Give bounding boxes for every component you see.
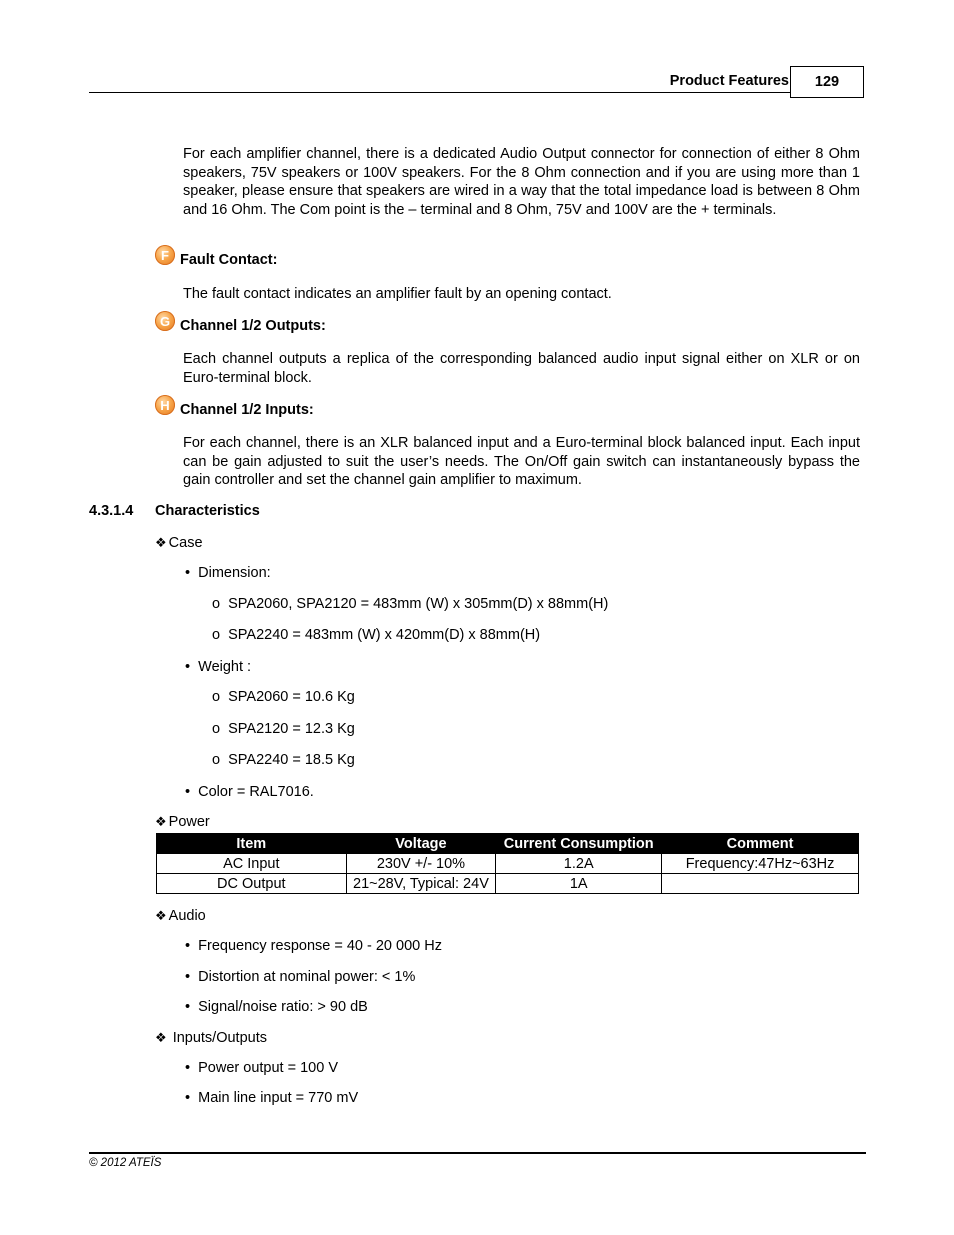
channel-outputs-title: Channel 1/2 Outputs: xyxy=(180,318,326,334)
list-item xyxy=(185,784,314,800)
weight-value: SPA2060 = 10.6 Kg xyxy=(228,689,355,705)
table-cell: DC Output xyxy=(157,874,347,894)
list-item xyxy=(185,938,442,954)
circle-bullet-icon: o xyxy=(212,627,221,643)
dimension-value: SPA2240 = 483mm (W) x 420mm(D) x 88mm(H) xyxy=(228,627,541,643)
io-heading xyxy=(155,1030,267,1046)
section-number: 4.3.1.4 xyxy=(89,503,134,519)
io-spec: Power output = 100 V xyxy=(198,1060,339,1076)
list-item xyxy=(212,627,540,643)
case-heading xyxy=(155,535,203,551)
table-row xyxy=(157,874,859,894)
list-item xyxy=(212,721,355,737)
list-item xyxy=(212,752,355,768)
page-number: 129 xyxy=(814,74,840,90)
audio-heading xyxy=(155,908,206,924)
list-item xyxy=(212,689,355,705)
header-rule xyxy=(89,92,791,93)
column-header: Comment xyxy=(662,834,859,854)
page-number-box xyxy=(790,66,864,98)
power-table xyxy=(156,833,859,894)
letter-badge-f-icon: F xyxy=(155,245,175,265)
table-header-row xyxy=(157,834,859,854)
dimension-value: SPA2060, SPA2120 = 483mm (W) x 305mm(D) x 88mm(H) xyxy=(228,596,609,612)
weight-label: Weight : xyxy=(198,659,252,675)
diamond-star-icon: ❖ xyxy=(155,908,167,923)
fault-contact-text: The fault contact indicates an amplifier fault by an opening contact. xyxy=(183,286,612,302)
audio-spec: Signal/noise ratio: > 90 dB xyxy=(198,999,368,1015)
table-cell: 1A xyxy=(496,874,662,894)
column-header: Item xyxy=(157,834,347,854)
channel-inputs-text: For each channel, there is an XLR balanced input and a Euro-terminal block balanced input. Each input can be gain adjusted to suit the user’s needs. The On/Off gain switch can instantaneously bypass the gain controller and set the channel gain amplifier to maximum. xyxy=(183,435,860,489)
footer-copyright: © 2012 ATEÏS xyxy=(89,1157,162,1169)
bullet-dot-icon: • xyxy=(185,938,191,954)
table-cell xyxy=(662,874,859,894)
list-item xyxy=(185,969,415,985)
io-label: Inputs/Outputs xyxy=(172,1030,267,1046)
letter-badge-h-icon: H xyxy=(155,395,175,415)
diamond-star-icon: ❖ xyxy=(155,814,167,829)
table-cell: AC Input xyxy=(157,854,347,874)
weight-value: SPA2120 = 12.3 Kg xyxy=(228,721,355,737)
bullet-dot-icon: • xyxy=(185,999,191,1015)
table-row xyxy=(157,854,859,874)
audio-spec: Frequency response = 40 - 20 000 Hz xyxy=(198,938,442,954)
weight-value: SPA2240 = 18.5 Kg xyxy=(228,752,355,768)
bullet-dot-icon: • xyxy=(185,1090,191,1106)
dimension-label: Dimension: xyxy=(198,565,271,581)
diamond-star-icon: ❖ xyxy=(155,535,167,550)
list-item xyxy=(185,1090,358,1106)
section-title: Characteristics xyxy=(155,503,260,519)
list-item xyxy=(185,1060,338,1076)
column-header: Voltage xyxy=(346,834,496,854)
table-cell: 230V +/- 10% xyxy=(346,854,496,874)
channel-outputs-heading xyxy=(155,313,326,334)
audio-label: Audio xyxy=(168,908,206,924)
table-cell: Frequency:47Hz~63Hz xyxy=(662,854,859,874)
case-label: Case xyxy=(168,535,203,551)
bullet-dot-icon: • xyxy=(185,565,191,581)
table-cell: 21~28V, Typical: 24V xyxy=(346,874,496,894)
color-value: Color = RAL7016. xyxy=(198,784,314,800)
circle-bullet-icon: o xyxy=(212,596,221,612)
letter-badge-g-icon: G xyxy=(155,311,175,331)
bullet-dot-icon: • xyxy=(185,969,191,985)
list-item xyxy=(185,659,251,675)
bullet-dot-icon: • xyxy=(185,659,191,675)
fault-contact-heading xyxy=(155,247,278,268)
list-item xyxy=(212,596,608,612)
intro-paragraph: For each amplifier channel, there is a dedicated Audio Output connector for connection of either 8 Ohm speakers, 75V speakers or 100V speakers. For the 8 Ohm connection and if you are using more than 1 speaker, please ensure that speakers are wired in a way that the total impedance load is between 8 Ohm and 16 Ohm. The Com point is the – terminal and 8 Ohm, 75V and 100V are the + terminals. xyxy=(183,146,860,219)
column-header: Current Consumption xyxy=(496,834,662,854)
circle-bullet-icon: o xyxy=(212,689,221,705)
power-label: Power xyxy=(168,814,210,830)
bullet-dot-icon: • xyxy=(185,784,191,800)
power-heading xyxy=(155,814,210,830)
footer-rule xyxy=(89,1152,866,1154)
io-spec: Main line input = 770 mV xyxy=(198,1090,359,1106)
list-item xyxy=(185,999,368,1015)
channel-inputs-heading xyxy=(155,397,314,418)
circle-bullet-icon: o xyxy=(212,721,221,737)
table-cell: 1.2A xyxy=(496,854,662,874)
channel-inputs-title: Channel 1/2 Inputs: xyxy=(180,402,314,418)
list-item xyxy=(185,565,271,581)
fault-contact-title: Fault Contact: xyxy=(180,252,278,268)
audio-spec: Distortion at nominal power: < 1% xyxy=(198,969,416,985)
circle-bullet-icon: o xyxy=(212,752,221,768)
diamond-star-icon: ❖ xyxy=(155,1030,167,1045)
bullet-dot-icon: • xyxy=(185,1060,191,1076)
channel-outputs-text: Each channel outputs a replica of the corresponding balanced audio input signal either on XLR or on Euro-terminal block. xyxy=(183,351,860,386)
running-header-title: Product Features xyxy=(669,73,789,89)
